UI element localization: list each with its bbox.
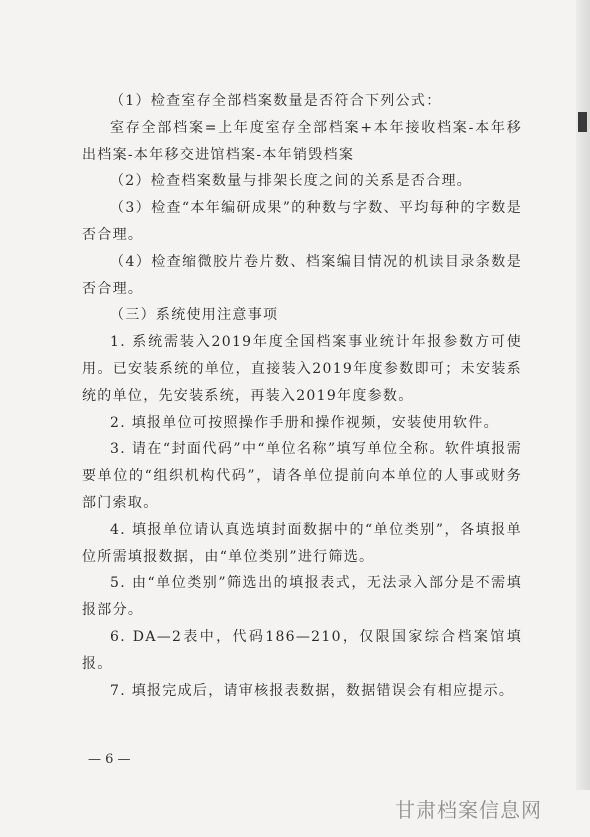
paragraph-note-3: 3. 请在“封面代码”中“单位名称”填写单位全称。软件填报需要单位的“组织机构代码”，请各单位提前向本单位的人事或财务部门索取。	[82, 441, 522, 511]
paragraph-check-3: （3）检查“本年编研成果”的种数与字数、平均每种的字数是否合理。	[82, 200, 522, 243]
paragraph-note-5: 5. 由“单位类别”筛选出的填报表式，无法录入部分是不需填报部分。	[82, 575, 522, 619]
document-body	[82, 88, 522, 704]
site-watermark: 甘肃档案信息网	[395, 798, 542, 822]
paragraph-formula: 室存全部档案=上年度室存全部档案+本年接收档案-本年移出档案-本年移交进馆档案-本年销毁档案	[82, 119, 522, 163]
scan-mark	[578, 112, 587, 132]
paragraph-note-6: 6. DA—2表中，代码186—210，仅限国家综合档案馆填报。	[82, 628, 522, 672]
section-heading: （三）系统使用注意事项	[110, 307, 279, 324]
paragraph-note-4: 4. 填报单位请认真选填封面数据中的“单位类别”，各填报单位所需填报数据，由“单位类别”进行筛选。	[82, 521, 522, 565]
page-number: — 6 —	[88, 752, 131, 767]
paragraph-check-1: （1）检查室存全部档案数量是否符合下列公式：	[110, 93, 442, 109]
paragraph-check-2: （2）检查档案数量与排架长度之间的关系是否合理。	[110, 173, 473, 190]
paragraph-note-2: 2. 填报单位可按照操作手册和操作视频，安装使用软件。	[110, 414, 499, 431]
paragraph-note-1: 1. 系统需装入2019年度全国档案事业统计年报参数方可使用。已安装系统的单位，直接装入2019年度参数即可；未安装系统的单位，先安装系统，再装入2019年度参数。	[82, 334, 522, 404]
paragraph-note-7: 7. 填报完成后，请审核报表数据，数据错误会有相应提示。	[110, 682, 515, 699]
paragraph-check-4: （4）检查缩微胶片卷片数、档案编目情况的机读目录条数是否合理。	[82, 253, 522, 297]
